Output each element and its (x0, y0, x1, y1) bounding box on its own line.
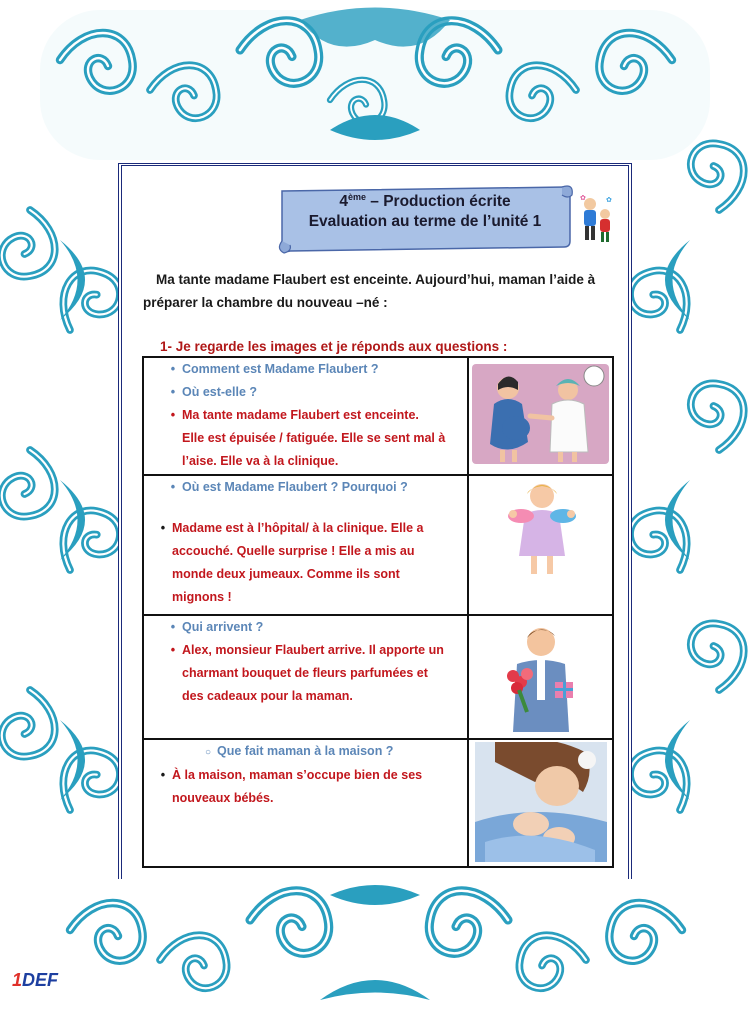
list-item: • À la maison, maman s’occupe bien de ses (160, 768, 423, 782)
list-item: • Où est Madame Flaubert ? Pourquoi ? (170, 480, 408, 494)
mother-with-babies-image (475, 742, 607, 862)
children-illustration (578, 192, 616, 246)
question-cell (143, 475, 468, 615)
list-item: • Où est-elle ? (170, 385, 258, 399)
worksheet-subtitle: Evaluation au terme de l’unité 1 (308, 213, 542, 230)
table-row (143, 357, 613, 475)
answer-line: nouveaux bébés. (172, 791, 274, 805)
answer-line: mignons ! (172, 590, 232, 604)
question-heading: 1- Je regarde les images et je réponds aux questions : (160, 339, 508, 354)
answer-line: des cadeaux pour la maman. (182, 689, 353, 703)
list-item: ○ Que fait maman à la maison ? (204, 744, 394, 758)
list-item: • Alex, monsieur Flaubert arrive. Il apporte un (170, 643, 444, 657)
table-row (143, 739, 613, 867)
nurse-with-twins-image (497, 480, 587, 578)
image-cell (468, 357, 613, 475)
answer-line: l’aise. Elle va à la clinique. (182, 454, 339, 468)
list-item: • Comment est Madame Flaubert ? (170, 362, 379, 376)
pregnant-woman-doctor-image (472, 364, 609, 464)
image-cell (468, 475, 613, 615)
svg-text:✿: ✿ (580, 194, 586, 202)
question-table (142, 356, 614, 868)
question-cell (143, 615, 468, 739)
intro-paragraph: Ma tante madame Flaubert est enceinte. Aujourd’hui, maman l’aide à préparer la chambre du nouveau –né : (143, 272, 596, 310)
answer-line: accouché. Quelle surprise ! Elle a mis au (172, 544, 415, 558)
list-item: • Qui arrivent ? (170, 620, 264, 634)
question-cell (143, 739, 468, 867)
answer-line: monde deux jumeaux. Comme ils sont (172, 567, 400, 581)
list-item: • Ma tante madame Flaubert est enceinte. (170, 408, 419, 422)
image-cell (468, 739, 613, 867)
answer-line: charmant bouquet de fleurs parfumées et (182, 666, 428, 680)
question-cell (143, 357, 468, 475)
image-cell (468, 615, 613, 739)
table-row (143, 475, 613, 615)
worksheet-title: 4ème – Production écrite (339, 192, 511, 211)
publisher-logo: 1DEF (12, 970, 59, 990)
man-with-flowers-image (491, 624, 591, 732)
svg-text:✿: ✿ (606, 196, 612, 204)
table-row (143, 615, 613, 739)
answer-line: Elle est épuisée / fatiguée. Elle se sent mal à (182, 431, 446, 445)
list-item: • Madame est à l’hôpital/ à la clinique. Elle a (160, 521, 424, 535)
